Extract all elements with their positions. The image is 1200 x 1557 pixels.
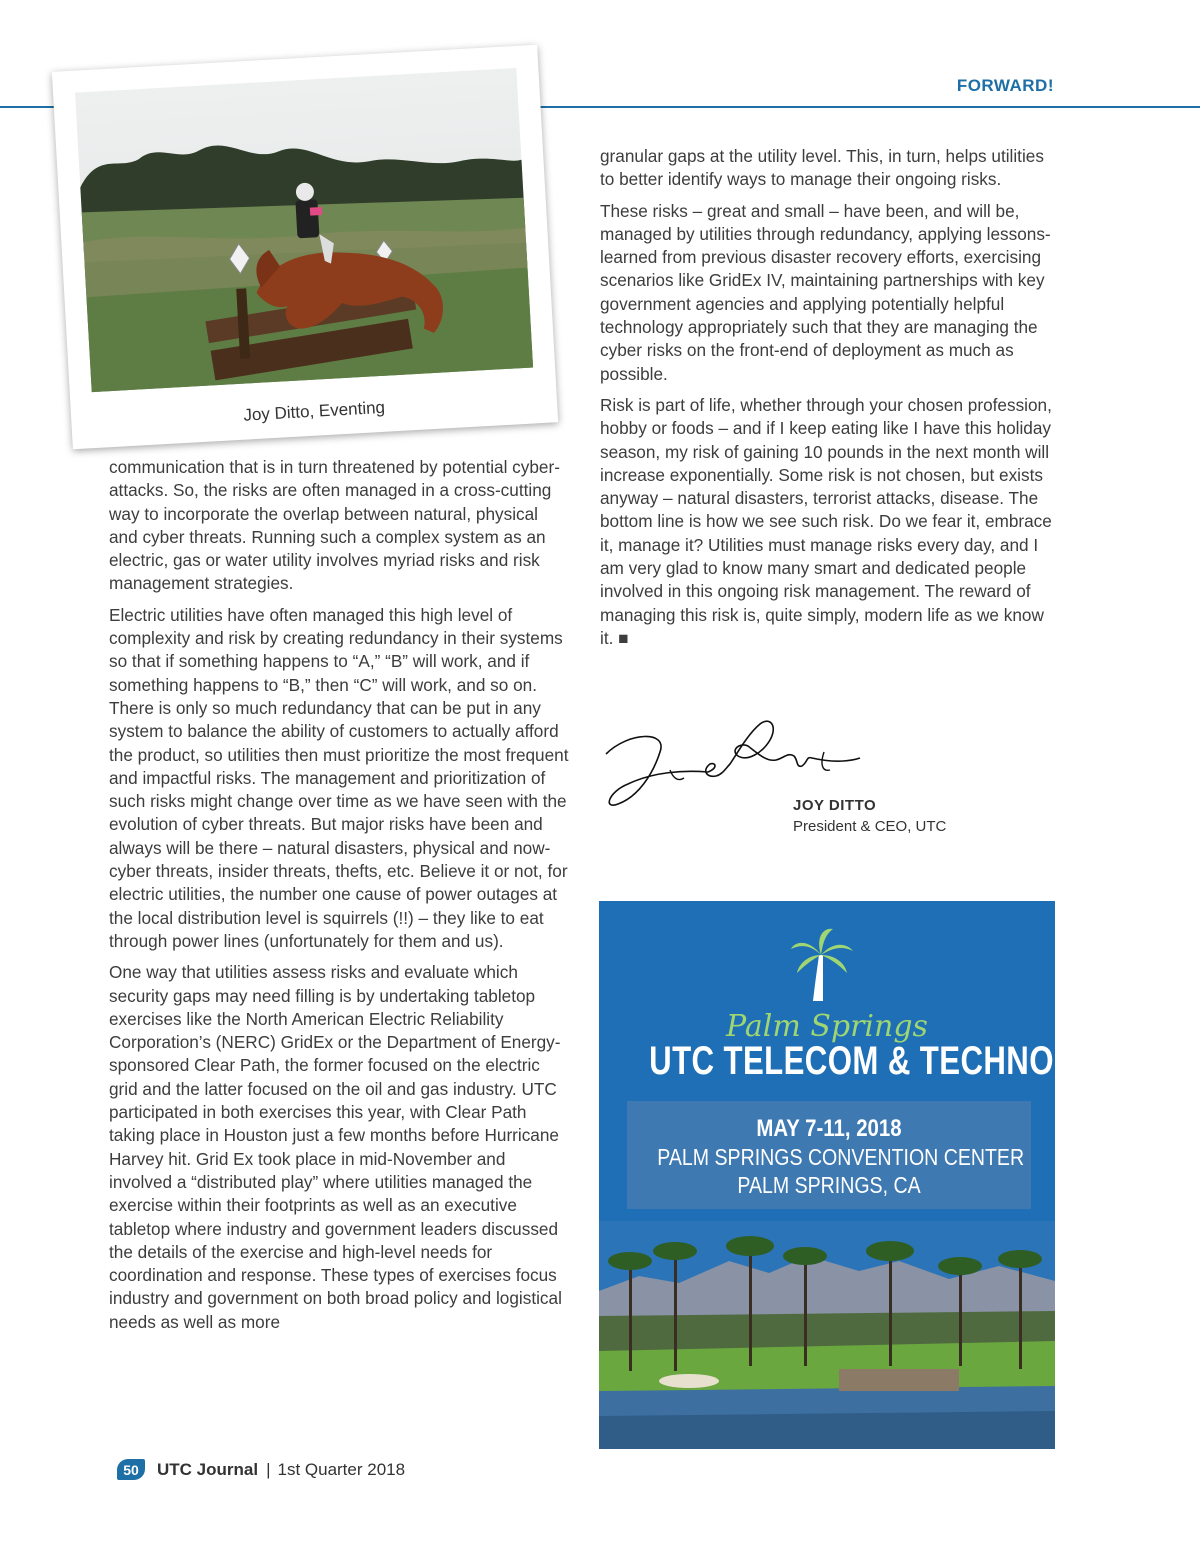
- ad-venue: PALM SPRINGS CONVENTION CENTER: [657, 1144, 1025, 1170]
- left-column: [109, 456, 569, 1342]
- journal-name: UTC Journal: [157, 1459, 259, 1479]
- right-paragraph-2: These risks – great and small – have been, and will be, managed by utilities through redundancy, applying lessons-learned from previous disaster recovery efforts, exercising scenarios like GridEx IV, maintaining partnerships with key government agencies and applying potentially helpful technology appropriately such that they are managing the cyber risks on the front-end of deployment as much as possible.: [600, 200, 1051, 384]
- photo-frame: [52, 45, 558, 450]
- section-label: FORWARD!: [956, 76, 1054, 95]
- palm-logo-icon: [789, 925, 855, 1005]
- ad-title: UTC TELECOM & TECHNOLOGY: [649, 1039, 1144, 1083]
- right-paragraph-1: granular gaps at the utility level. This, in turn, helps utilities to better identify ways to manage their ongoing risks.: [600, 146, 1044, 190]
- ad-details-box: [627, 1101, 1031, 1209]
- palm-springs-scene: [599, 1221, 1055, 1449]
- ad-date: MAY 7-11, 2018: [756, 1115, 902, 1142]
- right-paragraph-3: Risk is part of life, whether through your chosen profession, hobby or foods – and if I keep eating like I have this holiday season, my risk of gaining 10 pounds in the next month will increase exponentially. Some risk is not chosen, but exists anyway – natural disasters, terrorist attacks, disease. The bottom line is how we see such risk. Do we fear it, embrace it, manage it? Utilities must manage risks every day, and I am very glad to know many smart and dedicated people involved in this ongoing risk management. The reward of managing this risk is, quite simply, modern life as we know it. ■: [600, 394, 1052, 648]
- signature-title: President & CEO, UTC: [793, 818, 947, 835]
- page-number: 50: [117, 1459, 145, 1480]
- header-rule-right: [526, 106, 1200, 108]
- ad-script-title: Palm Springs: [726, 1009, 928, 1044]
- right-column: [600, 145, 1060, 658]
- ad-location: PALM SPRINGS, CA: [737, 1172, 921, 1198]
- signature-name: JOY DITTO: [793, 797, 877, 814]
- horse-jump-photo: [75, 68, 533, 392]
- issue-label: 1st Quarter 2018: [277, 1459, 406, 1479]
- footer-separator: |: [266, 1459, 271, 1479]
- event-advertisement[interactable]: [599, 901, 1144, 1449]
- photo-caption: Joy Ditto, Eventing: [242, 397, 386, 425]
- left-paragraph-3: One way that utilities assess risks and evaluate which security gaps may need filling is by undertaking tabletop exercises like the North American Electric Reliability Corporation’s (NERC) GridEx or the Department of Energy-sponsored Clear Path, the former focused on the electric grid and the latter focused on the oil and gas industry. UTC participated in both exercises this year, with Clear Path taking place in Houston just a few months before Hurricane Harvey hit. Grid Ex took place in mid-November and involved a “distributed play” where utilities managed the exercise within their footprints as well as an executive tabletop where industry and government leaders discussed the details of the exercise and high-level needs for coordination and response. These types of exercises focus industry and government on both broad policy and logistical needs as well as more: [109, 962, 562, 1332]
- page-footer: [117, 1459, 405, 1480]
- left-paragraph-2: Electric utilities have often managed this high level of complexity and risk by creating redundancy in their systems so that if something happens to “A,” “B” will work, and if something happens to “B,” then “C” will work, and so on. There is only so much redundancy that can be put in any system to balance the ability of customers to actually afford the product, so utilities then must prioritize the most frequent and impactful risks. The management and prioritization of such risks might change over time as we have seen with the evolution of cyber threats. But major risks have been and always will be there – natural disasters, physical and now-cyber threats, insider threats, thefts, etc. Believe it or not, for electric utilities, the number one cause of power outages at the local distribution level is squirrels (!!) – they like to eat through power lines (unfortunately for them and us).: [109, 604, 569, 951]
- left-paragraph-1: communication that is in turn threatened by potential cyber-attacks. So, the risks are often managed in a cross-cutting way to incorporate the overlap between natural, physical and cyber threats. Running such a complex system as an electric, gas or water utility involves myriad risks and risk management strategies.: [109, 457, 560, 594]
